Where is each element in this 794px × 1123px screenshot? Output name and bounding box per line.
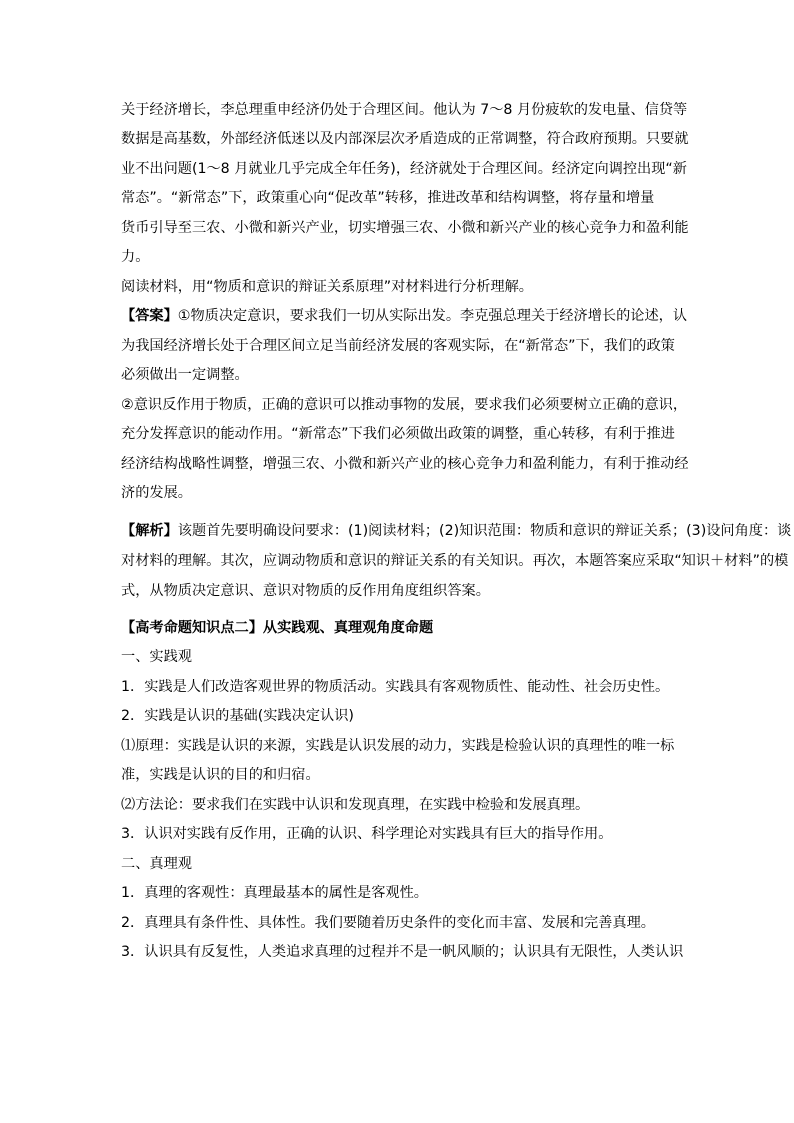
list-item: 1．实践是人们改造客观世界的物质活动。实践具有客观物质性、能动性、社会历史性。 — [121, 679, 670, 695]
list-item: 准，实践是认识的目的和归宿。 — [121, 767, 320, 783]
analysis-line-2: 对材料的理解。其次，应调动物质和意识的辩证关系的有关知识。再次，本题答案应采取“知识＋材料”的模 — [121, 553, 789, 569]
answer-line-7: 济的发展。 — [121, 485, 192, 501]
para-1-line-5: 货币引导至三农、小微和新兴产业，切实增强三农、小微和新兴产业的核心竞争力和盈利能 — [121, 220, 689, 236]
list-item: ⑴原理：实践是认识的来源，实践是认识发展的动力，实践是检验认识的真理性的唯一标 — [121, 738, 675, 754]
question-line: 阅读材料，用“物质和意识的辩证关系原理”对材料进行分析理解。 — [121, 279, 533, 295]
answer-line-2: 为我国经济增长处于合理区间立足当前经济发展的客观实际，在“新常态”下，我们的政策 — [121, 338, 675, 354]
list-item: 3．认识具有反复性，人类追求真理的过程并不是一帆风顺的；认识具有无限性，人类认识 — [121, 944, 684, 960]
answer-line-4: ②意识反作用于物质，正确的意识可以推动事物的发展，要求我们必须要树立正确的意识， — [121, 397, 688, 413]
analysis-tag: 【解析】 — [121, 523, 178, 539]
list-item: 2．实践是认识的基础(实践决定认识) — [121, 708, 354, 724]
answer-line-6: 经济结构战略性调整，增强三农、小微和新兴产业的核心竞争力和盈利能力，有利于推动经 — [121, 456, 689, 472]
analysis-line-1-text: 该题首先要明确设问要求：(1)阅读材料；(2)知识范围：物质和意识的辩证关系；(3)设问角度：谈 — [177, 523, 792, 539]
section-heading: 【高考命题知识点二】从实践观、真理观角度命题 — [121, 620, 434, 636]
list-item: 2．真理具有条件性、具体性。我们要随着历史条件的变化而丰富、发展和完善真理。 — [121, 915, 655, 931]
para-1-line-4: 常态”。“新常态”下，政策重心向“促改革”转移，推进改革和结构调整，将存量和增量 — [121, 190, 655, 206]
analysis-line-1 — [121, 517, 792, 546]
para-1-line-6: 力。 — [121, 249, 150, 265]
para-1-line-1: 关于经济增长，李总理重申经济仍处于合理区间。他认为 7～8 月份疲软的发电量、信贷等 — [121, 102, 688, 118]
subheading-practice: 一、实践观 — [121, 649, 192, 665]
analysis-line-3: 式，从物质决定意识、意识对物质的反作用角度组织答案。 — [121, 583, 490, 599]
para-1-line-2: 数据是高基数，外部经济低迷以及内部深层次矛盾造成的正常调整，符合政府预期。只要就 — [121, 131, 689, 147]
list-item: ⑵方法论：要求我们在实践中认识和发现真理，在实践中检验和发展真理。 — [121, 797, 590, 813]
list-item: 3．认识对实践有反作用，正确的认识、科学理论对实践具有巨大的指导作用。 — [121, 826, 613, 842]
answer-line-5: 充分发挥意识的能动作用。“新常态”下我们必须做出政策的调整，重心转移，有利于推进 — [121, 426, 675, 442]
subheading-truth: 二、真理观 — [121, 856, 192, 872]
answer-line-1-text: ①物质决定意识，要求我们一切从实际出发。李克强总理关于经济增长的论述，认 — [177, 308, 688, 324]
answer-tag: 【答案】 — [121, 308, 178, 324]
list-item: 1．真理的客观性：真理最基本的属性是客观性。 — [121, 885, 428, 901]
answer-line-1 — [121, 302, 688, 331]
answer-line-3: 必须做出一定调整。 — [121, 367, 249, 383]
para-1-line-3: 业不出问题(1～8 月就业几乎完成全年任务)，经济就处于合理区间。经济定向调控出现“新 — [121, 161, 687, 177]
